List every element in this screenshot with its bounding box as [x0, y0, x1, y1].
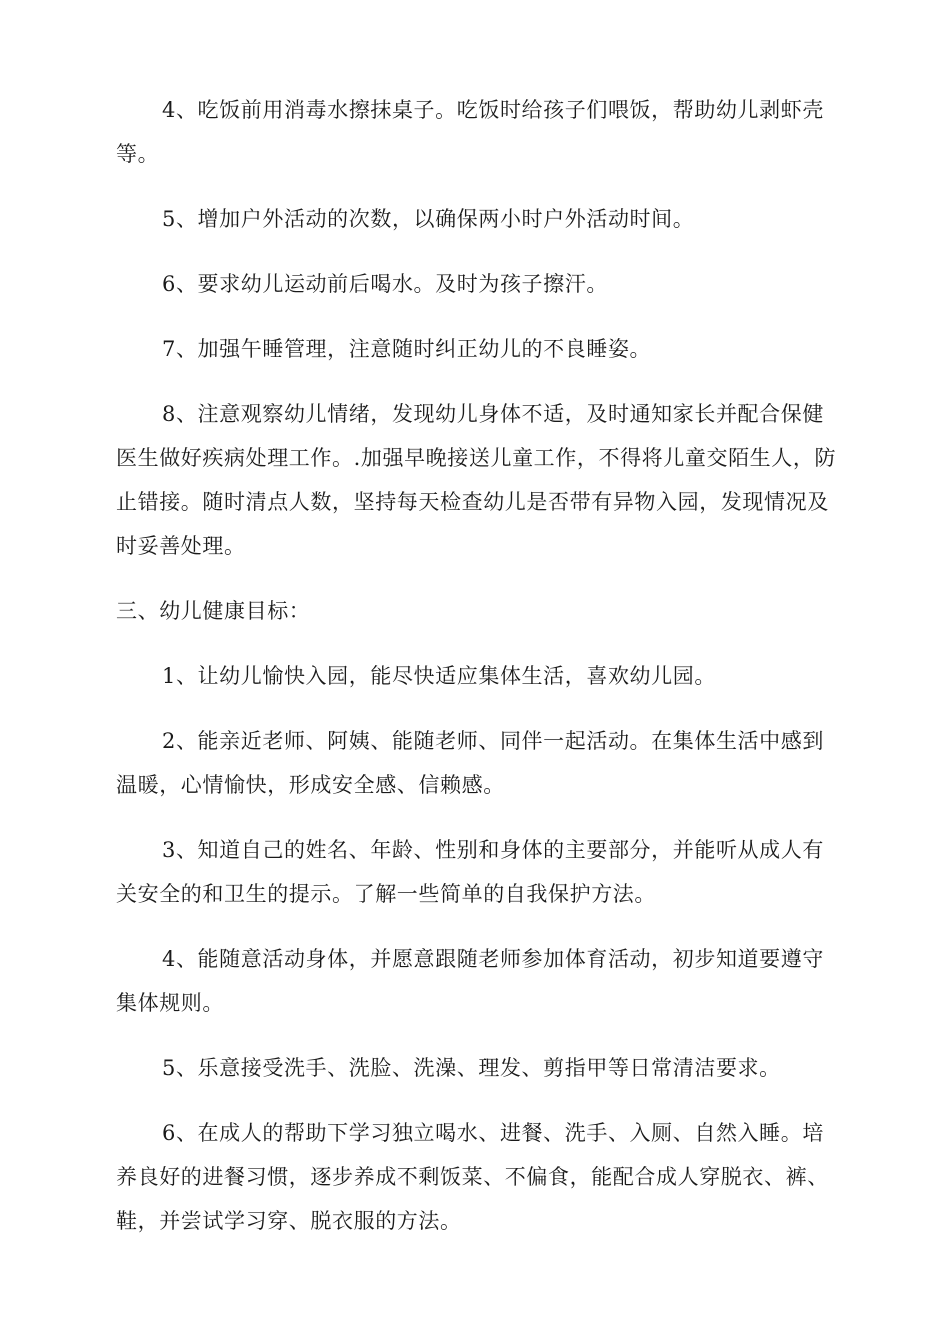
- paragraph-item-8-observe: 8、注意观察幼儿情绪，发现幼儿身体不适，及时通知家长并配合保健医生做好疾病处理工作。.加强早晚接送儿童工作，不得将儿童交陌生人，防止错接。随时清点人数，坚持每天检查幼儿是否带有异物入园，发现情况及时妥善处理。: [116, 402, 837, 558]
- paragraph-item-4-meals: 4、吃饭前用消毒水擦抹桌子。吃饭时给孩子们喂饭，帮助幼儿剥虾壳等。: [116, 98, 824, 166]
- paragraph-item-5-outdoor: 5、增加户外活动的次数，以确保两小时户外活动时间。: [162, 207, 695, 231]
- goal-item-5: 5、乐意接受洗手、洗脸、洗澡、理发、剪指甲等日常清洁要求。: [162, 1056, 781, 1080]
- paragraph-item-6-water: 6、要求幼儿运动前后喝水。及时为孩子擦汗。: [162, 272, 608, 296]
- document-body: [116, 88, 838, 1264]
- goal-item-3: 3、知道自己的姓名、年龄、性别和身体的主要部分，并能听从成人有关安全的和卫生的提示。了解一些简单的自我保护方法。: [116, 838, 824, 906]
- goal-item-6: 6、在成人的帮助下学习独立喝水、进餐、洗手、入厕、自然入睡。培养良好的进餐习惯，逐步养成不剩饭菜、不偏食，能配合成人穿脱衣、裤、鞋，并尝试学习穿、脱衣服的方法。: [116, 1121, 829, 1233]
- paragraph-item-7-nap: 7、加强午睡管理，注意随时纠正幼儿的不良睡姿。: [162, 337, 652, 361]
- goal-item-4: 4、能随意活动身体，并愿意跟随老师参加体育活动，初步知道要遵守集体规则。: [116, 947, 824, 1015]
- section-heading: 三、幼儿健康目标：: [116, 599, 311, 623]
- goal-item-1: 1、让幼儿愉快入园，能尽快适应集体生活，喜欢幼儿园。: [162, 664, 716, 688]
- goal-item-2: 2、能亲近老师、阿姨、能随老师、同伴一起活动。在集体生活中感到温暖，心情愉快，形成安全感、信赖感。: [116, 729, 824, 797]
